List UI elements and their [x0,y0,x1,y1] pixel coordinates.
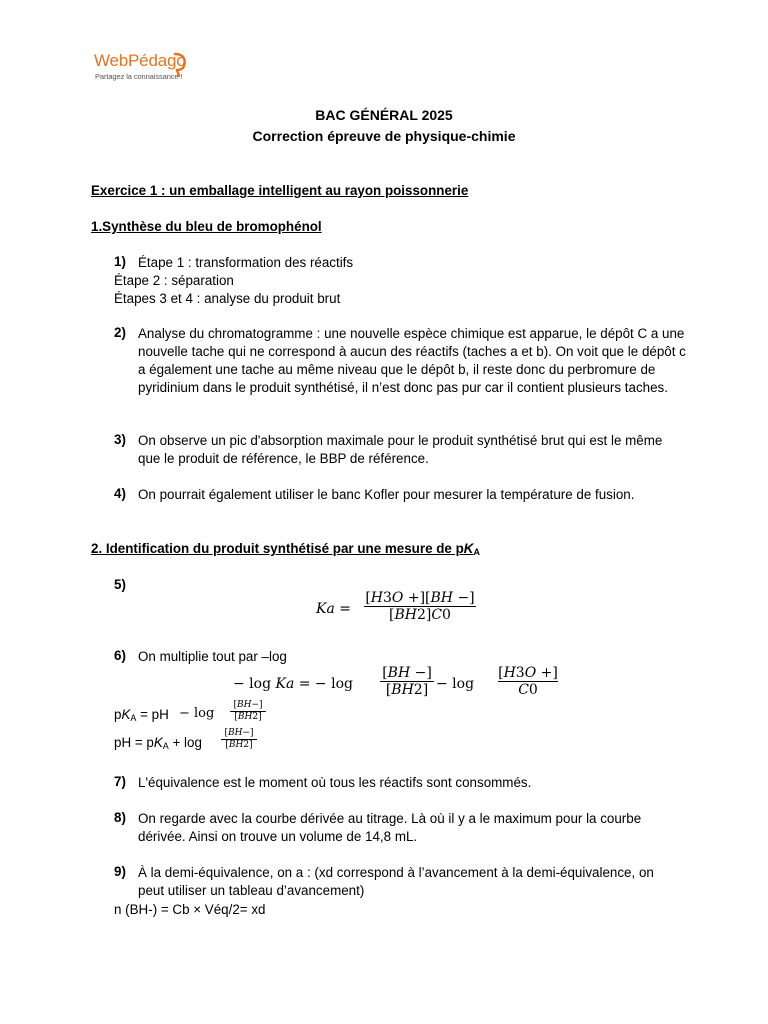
q7-text: L'équivalence est le moment où tous les réactifs sont consommés. [138,775,532,790]
pka-equation [114,706,169,727]
q5-numerator: [𝐻3𝑂 +][𝐵𝐻 −] [365,590,475,606]
ph-k: K [153,735,163,750]
ph-plus-log: + log [168,735,202,750]
section-2-sub: A [473,547,480,557]
section-1-heading: 1.Synthèse du bleu de bromophénol [91,219,322,234]
q5-lhs: 𝐾𝑎 = [316,601,351,617]
q1-line2: Étape 2 : séparation [114,273,234,288]
q9-number: 9) [114,864,126,879]
pka-frac-den: [𝐵𝐻2] [230,711,266,723]
page-title: BAC GÉNÉRAL 2025 [315,107,453,123]
q6-frac1 [380,665,434,698]
q6-frac2-den: 𝐶0 [498,681,558,698]
speech-bubble-icon [172,52,188,78]
q5-number: 5) [114,577,126,592]
logo-tagline: Partagez la connaissance ! [95,72,183,81]
pka-k: K [121,707,131,722]
section-2-heading [91,540,480,561]
q2-text: Analyse du chromatogramme : une nouvelle espèce chimique est apparue, le dépôt C a une nouvelle tache qui ne correspond à aucun des réactifs (taches a et b). On voit que le dépôt c a également une tache au même niveau que le dépôt b, il reste donc du perbromure de pyridinium dans le produit synthétisé, il n’est donc pas pur car il contient plusieurs taches. [138,326,686,395]
q5-denominator: [𝐵𝐻2]𝐶0 [364,606,476,623]
q1-number: 1) [114,254,126,269]
ph-fraction [221,728,257,751]
q8-number: 8) [114,810,126,825]
pka-fraction [230,700,266,723]
q3-text: On observe un pic d'absorption maximale pour le produit synthétisé brut qui est le même que le produit de référence, le BBP de référence. [138,433,663,466]
q6-number: 6) [114,648,126,663]
q9-line2: n (BH-) = Cb × Véq/2= xd [114,902,266,917]
ph-equation [114,734,202,755]
ph-frac-den: [𝐵𝐻2] [221,739,257,751]
pka-log: − log [179,706,215,721]
ph-p: pH = p [114,735,154,750]
section-2-k: K [463,541,474,556]
pka-p: p [114,707,122,722]
q7-number: 7) [114,774,126,789]
q1-line1: Étape 1 : transformation des réactifs [138,255,354,270]
q6-frac2-num: [𝐻3𝑂 +] [498,665,558,681]
q6-minus-log: − log [436,676,475,692]
q3-number: 3) [114,432,126,447]
logo-name: WebPédago [94,51,186,70]
pka-sub: A [130,713,137,723]
q6-text: On multiplie tout par –log [138,649,287,664]
pka-eq-ph: = pH [136,707,169,722]
exercise-heading: Exercice 1 : un emballage intelligent au rayon poissonnerie [91,183,469,198]
q6-frac1-den: [𝐵𝐻2] [380,681,434,698]
q4-number: 4) [114,486,126,501]
q6-eq-lhs: − log 𝐾𝑎 = − log [233,676,353,692]
ph-sub: A [162,741,169,751]
q1-line3: Étapes 3 et 4 : analyse du produit brut [114,291,341,306]
q6-frac1-num: [𝐵𝐻 −] [382,665,432,681]
page-subtitle: Correction épreuve de physique-chimie [252,128,516,144]
q9-text: À la demi-équivalence, on a : (xd correspond à l’avancement à la demi-équivalence, on peut utiliser un tableau d’avancement) [138,865,654,898]
section-2-text: 2. Identification du produit synthétisé par une mesure de p [91,541,464,556]
q8-text: On regarde avec la courbe dérivée au titrage. Là où il y a le maximum pour la courbe dérivée. Ainsi on trouve un volume de 14,8 mL. [138,811,642,844]
q2-number: 2) [114,325,126,340]
q6-frac2 [498,665,558,698]
q4-text: On pourrait également utiliser le banc Kofler pour mesurer la température de fusion. [138,487,635,502]
pka-frac-num: [𝐵𝐻−] [233,700,263,710]
ph-frac-num: [𝐵𝐻−] [224,728,254,738]
webpedago-logo[interactable] [94,50,204,84]
q5-fraction [364,590,476,623]
